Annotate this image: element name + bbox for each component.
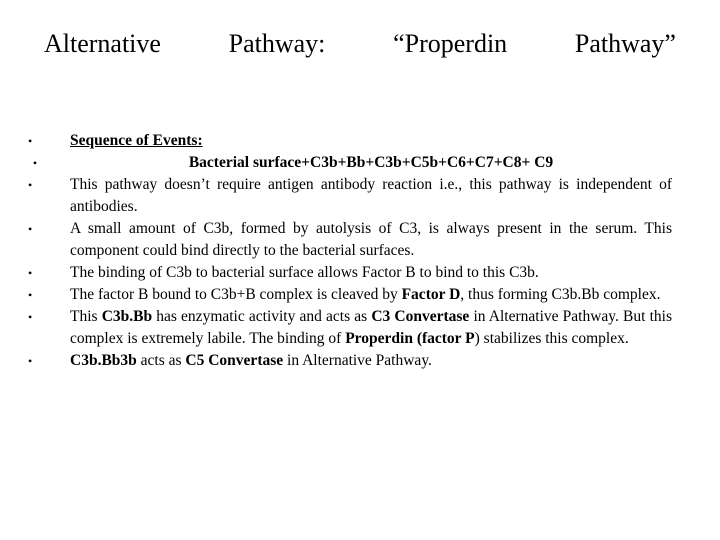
bullet-dot-icon: • (28, 178, 33, 192)
bullet-dot-icon: • (28, 354, 33, 368)
bold-term-c3-convertase: C3 Convertase (371, 308, 470, 325)
title-word-pathway-quoted: Pathway” (574, 29, 676, 58)
bold-term-c5-convertase: C5 Convertase (185, 352, 284, 369)
bullet-text: acts as (136, 352, 186, 369)
bullet-text: This (70, 308, 102, 325)
bullet-sequence-heading (28, 130, 672, 152)
bullet-c3b-autolysis (28, 218, 672, 262)
bullet-text: ) stabilizes this complex. (474, 330, 629, 347)
bullet-text: This pathway doesn’t require antigen antibody reaction i.e., this pathway is independent of antibodies. (70, 176, 672, 215)
title-word-alternative: Alternative (44, 29, 161, 58)
bullet-text: in Alternative Pathway. But this complex is extremely labile. The binding of (70, 308, 672, 347)
bullet-text: The factor B bound to C3b+B complex is cleaved by (70, 286, 402, 303)
bullet-dot-icon: • (28, 266, 33, 280)
bold-term-c3bbb: C3b.Bb (101, 308, 153, 325)
bullet-dot-icon: • (32, 156, 38, 170)
bullet-text: , thus forming C3b.Bb complex. (460, 286, 661, 303)
sequence-heading: Sequence of Events: (70, 132, 203, 149)
bullet-c5-convertase (28, 350, 672, 372)
bullet-factor-d-cleavage (28, 284, 672, 306)
bullet-text: The binding of C3b to bacterial surface allows Factor B to bind to this C3b. (70, 264, 539, 281)
bullet-independent-antibodies (28, 174, 672, 218)
bullet-factor-b-binding (28, 262, 672, 284)
bullet-dot-icon: • (28, 134, 33, 148)
bold-term-properdin: Properdin (factor P (345, 330, 475, 347)
slide-title (44, 26, 676, 62)
title-word-properdin: “Properdin (393, 29, 508, 58)
bullet-text: A small amount of C3b, formed by autolysis of C3, is always present in the serum. This component could bind directly to the bacterial surfaces. (70, 220, 672, 259)
bullet-dot-icon: • (28, 310, 33, 324)
bold-term-c3bbb3b: C3b.Bb3b (70, 352, 137, 369)
title-word-pathway: Pathway: (228, 29, 326, 58)
bullet-dot-icon: • (28, 288, 33, 302)
bullet-text: in Alternative Pathway. (283, 352, 432, 369)
sequence-text: Bacterial surface+C3b+Bb+C3b+C5b+C6+C7+C8+ C9 (188, 154, 554, 171)
bullet-list (28, 130, 672, 372)
bullet-c3-convertase (28, 306, 672, 350)
bullet-dot-icon: • (28, 222, 33, 236)
bullet-sequence (28, 152, 672, 174)
bold-term-factor-d: Factor D (401, 286, 461, 303)
bullet-text: has enzymatic activity and acts as (152, 308, 372, 325)
